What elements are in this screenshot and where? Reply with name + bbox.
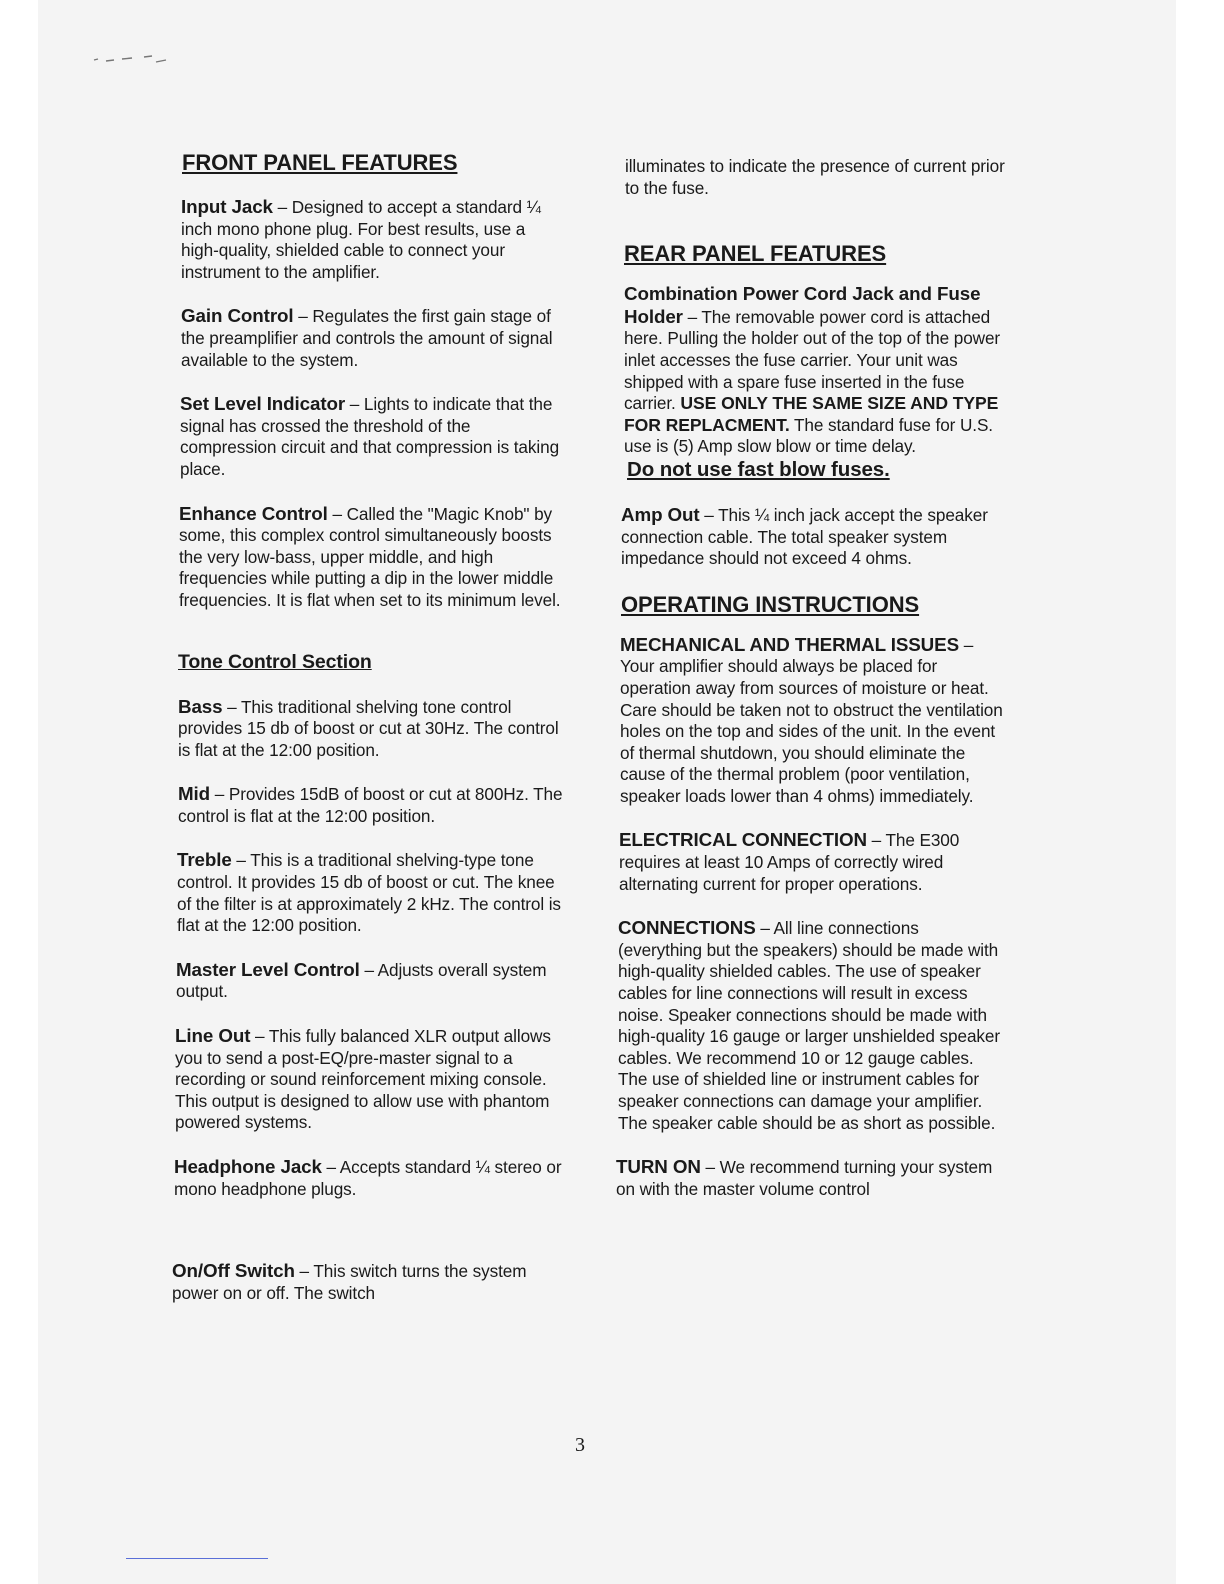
onoff-paragraph	[172, 1260, 566, 1304]
amp-out-paragraph	[621, 504, 1006, 570]
set-level-text: – Lights to indicate that the signal has crossed the threshold of the compression circuit and that compression is taking place.	[180, 394, 560, 479]
turn-on-text: – We recommend turning your system on with the master volume control	[616, 1157, 993, 1199]
master-level-term: Master Level Control	[176, 958, 360, 980]
power-cord-caution: USE ONLY THE SAME SIZE AND TYPE FOR REPLACMENT.	[624, 393, 999, 435]
mechanical-paragraph	[620, 634, 1006, 808]
input-jack-term: Input Jack	[181, 196, 273, 217]
mechanical-term: MECHANICAL AND THERMAL ISSUES	[620, 633, 960, 655]
power-cord-term: Combination Power Cord Jack and Fuse Holder	[624, 283, 981, 327]
treble-term: Treble	[177, 849, 232, 871]
scan-mark-icon	[92, 48, 168, 68]
mid-term: Mid	[178, 783, 211, 805]
power-cord-paragraph	[624, 283, 1006, 458]
onoff-term: On/Off Switch	[172, 1260, 295, 1282]
bass-text: – This traditional shelving tone control provides 15 db of boost or cut at 30Hz. The control is flat at the 12:00 position.	[178, 696, 559, 760]
set-level-paragraph	[180, 393, 566, 480]
connections-text: – All line connections (everything but the speakers) should be made with high-quality shielded cables. The use of speaker cables for line connections will result in excess noise. Speaker connections should be made with high-quality 16 gauge or larger unshielded speaker cables. We recommend 10 or 12 gauge cables. The use of shielded line or instrument cables for speaker connections can damage your amplifier. The speaker cable should be as short as possible.	[618, 918, 1000, 1133]
right-column	[616, 156, 1006, 1200]
footer-rule	[126, 1558, 268, 1559]
tone-control-heading: Tone Control Section	[178, 650, 372, 673]
input-jack-paragraph	[181, 196, 566, 283]
electrical-paragraph	[619, 829, 1006, 895]
continuation-paragraph: illuminates to indicate the presence of current prior to the fuse.	[625, 156, 1005, 198]
connections-term: CONNECTIONS	[618, 917, 756, 939]
turn-on-term: TURN ON	[616, 1156, 701, 1178]
gain-control-term: Gain Control	[181, 305, 294, 327]
power-cord-text-2: The standard fuse for U.S. use is (5) Amp slow blow or time delay.	[624, 414, 993, 457]
line-out-paragraph	[175, 1025, 566, 1134]
bass-paragraph	[178, 696, 566, 762]
mid-text: – Provides 15dB of boost or cut at 800Hz. The control is flat at the 12:00 position.	[178, 784, 563, 826]
operating-instructions-heading: OPERATING INSTRUCTIONS	[621, 591, 920, 617]
page-number: 3	[575, 1434, 585, 1456]
enhance-paragraph	[179, 503, 566, 612]
power-cord-text: – The removable power cord is attached here. Pulling the holder out of the top of the power inlet accesses the fuse carrier. Your unit was shipped with a spare fuse inserted in the fuse carrier.	[624, 306, 1001, 414]
front-panel-heading: FRONT PANEL FEATURES	[182, 150, 458, 175]
amp-out-text: – This ¼ inch jack accept the speaker connection cable. The total speaker system impedance should not exceed 4 ohms.	[621, 504, 988, 569]
mid-paragraph	[178, 783, 566, 827]
gain-control-paragraph	[181, 305, 566, 371]
rear-panel-heading: REAR PANEL FEATURES	[624, 241, 887, 267]
bass-term: Bass	[178, 695, 223, 717]
onoff-text: – This switch turns the system power on or off. The switch	[172, 1261, 527, 1303]
connections-paragraph	[618, 917, 1006, 1134]
master-level-text: – Adjusts overall system output.	[176, 959, 547, 1002]
set-level-term: Set Level Indicator	[180, 393, 346, 415]
enhance-text: – Called the "Magic Knob" by some, this complex control simultaneously boosts the very low-bass, upper middle, and high frequencies while putting a dip in the lower middle frequencies. It is flat when set to its minimum level.	[179, 503, 561, 610]
headphone-text: – Accepts standard ¼ stereo or mono headphone plugs.	[174, 1157, 562, 1199]
gain-control-text: – Regulates the first gain stage of the preamplifier and controls the amount of signal available to the system.	[181, 306, 553, 370]
input-jack-text: – Designed to accept a standard ¼ inch mono phone plug. For best results, use a high-quality, shielded cable to connect your instrument to the amplifier.	[181, 197, 541, 282]
line-out-text: – This fully balanced XLR output allows you to send a post-EQ/pre-master signal to a recording or sound reinforcement mixing console. This output is designed to allow use with phantom powered systems.	[175, 1026, 551, 1133]
left-column	[174, 150, 566, 1304]
electrical-term: ELECTRICAL CONNECTION	[619, 829, 867, 851]
amp-out-term: Amp Out	[621, 503, 700, 525]
fast-blow-warning: Do not use fast blow fuses.	[627, 457, 890, 481]
headphone-paragraph	[174, 1156, 566, 1200]
mechanical-text: – Your amplifier should always be placed for operation away from sources of moisture or heat. Care should be taken not to obstruct the ventilation holes on the top and sides of the unit. In the event of thermal shutdown, you should eliminate the cause of the thermal problem (poor ventilation, speaker loads lower than 4 ohms) immediately.	[620, 634, 1003, 806]
turn-on-paragraph	[616, 1156, 1006, 1200]
treble-text: – This is a traditional shelving-type tone control. It provides 15 db of boost or cut. The knee of the filter is at approximately 2 kHz. The control is flat at the 12:00 position.	[177, 850, 561, 936]
line-out-term: Line Out	[175, 1025, 251, 1047]
electrical-text: – The E300 requires at least 10 Amps of correctly wired alternating current for proper operations.	[619, 830, 960, 894]
master-level-paragraph	[176, 959, 566, 1003]
enhance-term: Enhance Control	[179, 502, 328, 524]
headphone-term: Headphone Jack	[174, 1156, 322, 1177]
treble-paragraph	[177, 849, 566, 936]
